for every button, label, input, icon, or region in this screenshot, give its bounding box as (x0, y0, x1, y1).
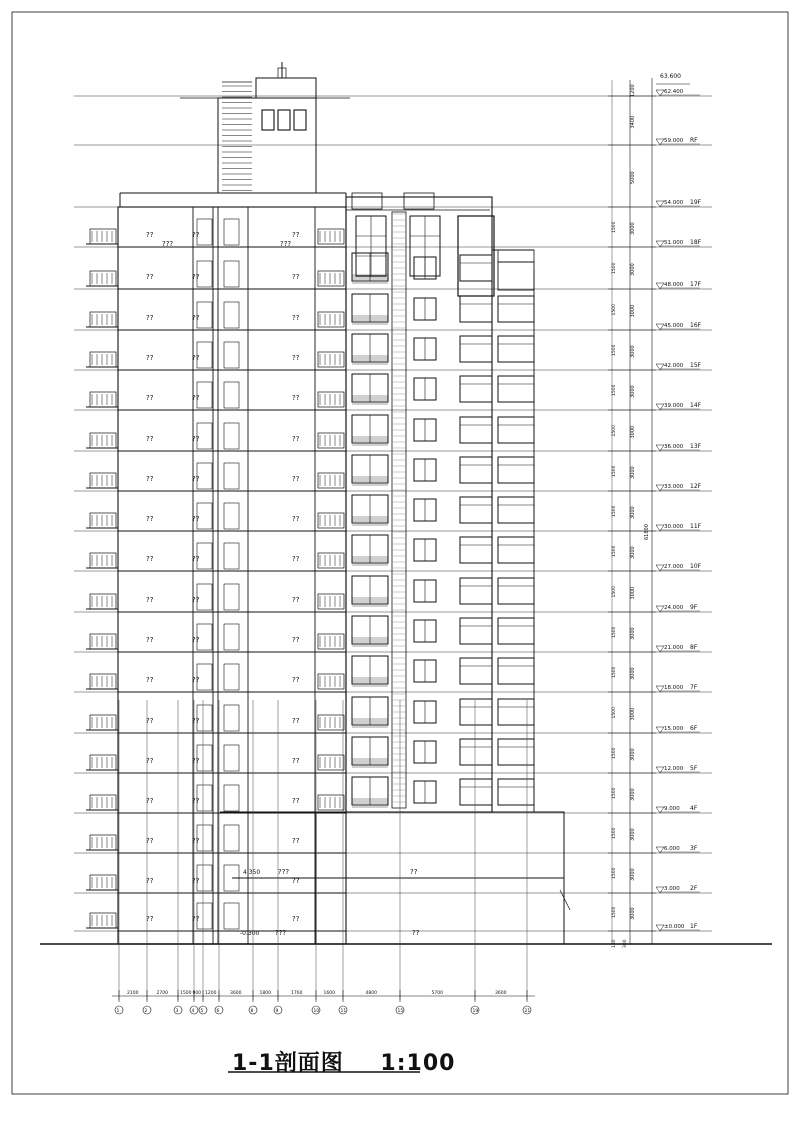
axis-dim: 3600 (495, 991, 507, 996)
story-dim: 3000 (630, 788, 636, 801)
room-mark: ?? (192, 676, 200, 684)
axis-label: 21 (524, 1009, 531, 1014)
axis-label: 19 (472, 1009, 479, 1014)
stair-tower (218, 98, 316, 193)
axis-label: 2 (144, 1009, 148, 1014)
level-elevation: 59.000 (664, 138, 684, 144)
story-dim: 3000 (630, 506, 636, 519)
floor-name: 8F (690, 644, 698, 651)
axis-label: 6 (216, 1009, 220, 1014)
window-dim: 1500 (612, 586, 617, 598)
story-dim: 3000 (630, 385, 636, 398)
floor-name: 17F (690, 281, 702, 288)
base-dim: 150 (612, 939, 617, 948)
roof-box (352, 193, 382, 209)
floor-name: 13F (690, 443, 702, 450)
bay-window-frame (460, 739, 492, 765)
room-mark: ?? (192, 435, 200, 443)
level-elevation: 12.000 (664, 766, 684, 772)
floor-name: 6F (690, 725, 698, 732)
floor-name: 18F (690, 239, 702, 246)
bay-window-frame (498, 376, 534, 402)
floor-name: 10F (690, 563, 702, 570)
roof-box (404, 193, 434, 209)
axis-dim: 1500 (180, 991, 192, 996)
room-mark: ?? (410, 868, 418, 876)
window-dim: 1500 (612, 262, 617, 274)
room-mark: ?? (292, 757, 300, 765)
room-mark: ?? (292, 676, 300, 684)
bay-window-frame (498, 739, 534, 765)
bay-window-frame (460, 376, 492, 402)
bay-window-frame (460, 618, 492, 644)
room-mark: ?? (292, 273, 300, 281)
room-mark: ?? (146, 717, 154, 725)
room-mark: ?? (412, 929, 420, 937)
door-leaf (224, 302, 239, 328)
room-mark: ?? (192, 877, 200, 885)
axis-label: 1 (116, 1009, 120, 1014)
room-mark: ?? (146, 757, 154, 765)
room-mark: ?? (192, 231, 200, 239)
total-dim: 61800 (644, 524, 650, 540)
bay-window (458, 216, 494, 296)
door-leaf (224, 261, 239, 287)
floor-name: 5F (690, 765, 698, 772)
tower-cap (256, 78, 316, 98)
drawing-caption (232, 1046, 455, 1077)
axis-dim: 1800 (259, 991, 271, 996)
story-dim: 3000 (630, 263, 636, 276)
door-leaf (224, 382, 239, 408)
story-dim: 3000 (630, 466, 636, 479)
floor-name: 15F (690, 362, 702, 369)
floor-name: 1F (690, 923, 698, 930)
floor-name: 9F (690, 604, 698, 611)
room-mark: ?? (146, 231, 154, 239)
door-leaf (224, 342, 239, 368)
bay-window-frame (460, 296, 492, 322)
room-mark: ?? (292, 314, 300, 322)
window-dim: 1500 (612, 425, 617, 437)
floor-name: 14F (690, 402, 702, 409)
bay-window-frame (460, 255, 492, 281)
door-leaf (224, 463, 239, 489)
room-mark: ?? (292, 354, 300, 362)
story-dim: 3000 (630, 868, 636, 881)
room-mark: ?? (192, 915, 200, 923)
room-mark: ?? (146, 837, 154, 845)
door-leaf (224, 745, 239, 771)
axis-dim: 4800 (365, 991, 377, 996)
level-elevation: 21.000 (664, 645, 684, 651)
room-mark: ?? (146, 636, 154, 644)
tower-window (294, 110, 306, 130)
door-leaf (224, 503, 239, 529)
room-mark: ??? (280, 240, 292, 248)
window-dim: 1500 (612, 787, 617, 799)
room-mark: ?? (292, 515, 300, 523)
door-leaf (224, 785, 239, 811)
story-dim: 3000 (630, 546, 636, 559)
room-mark: ?? (292, 797, 300, 805)
room-mark: ?? (192, 596, 200, 604)
floor-name: 11F (690, 523, 702, 530)
window-dim: 1500 (612, 465, 617, 477)
level-elevation: 24.000 (664, 605, 684, 611)
level-elevation: 51.000 (664, 240, 684, 246)
level-elevation: 39.000 (664, 403, 684, 409)
room-mark: ?? (146, 273, 154, 281)
window-dim: 1500 (612, 384, 617, 396)
bay-window-frame (498, 699, 534, 725)
room-mark: ??? (162, 240, 174, 248)
axis-label: 4 (191, 1009, 195, 1014)
level-elevation: 54.000 (664, 200, 684, 206)
bay-window-frame (460, 658, 492, 684)
story-dim: 3000 (630, 627, 636, 640)
level-elevation: 33.000 (664, 484, 684, 490)
floor-name: 16F (690, 322, 702, 329)
bay-window-frame (460, 417, 492, 443)
bay-window-frame (498, 537, 534, 563)
room-mark: ?? (146, 555, 154, 563)
room-mark: ?? (146, 797, 154, 805)
level-elevation: 9.000 (664, 806, 680, 812)
bay-window-frame (460, 457, 492, 483)
room-mark: ?? (146, 314, 154, 322)
room-mark: ?? (292, 717, 300, 725)
level-mark: 4.350 (243, 869, 261, 876)
door-leaf (224, 825, 239, 851)
service-shaft (392, 212, 406, 808)
room-mark: ?? (292, 435, 300, 443)
room-mark: ?? (192, 475, 200, 483)
floor-name: 2F (690, 885, 698, 892)
story-dim: 3000 (630, 425, 636, 439)
axis-label: 3 (175, 1009, 179, 1014)
level-elevation: 48.000 (664, 282, 684, 288)
level-elevation: 3.000 (664, 886, 680, 892)
axis-label: 11 (340, 1009, 347, 1014)
room-mark: ?? (192, 354, 200, 362)
axis-label: 15 (397, 1009, 404, 1014)
bay-window-frame (498, 262, 534, 290)
room-mark: ?? (192, 273, 200, 281)
axis-dim: 1760 (291, 991, 303, 996)
drawing-title: 1-1剖面图 (232, 1051, 344, 1076)
room-mark: ?? (192, 797, 200, 805)
window-dim: 1500 (612, 747, 617, 759)
room-mark: ??? (278, 868, 290, 876)
room-mark: ?? (292, 555, 300, 563)
window-dim: 1500 (612, 827, 617, 839)
level-elevation: 45.000 (664, 323, 684, 329)
level-mark: -0.300 (240, 930, 260, 937)
floor-name: RF (690, 137, 698, 144)
room-mark: ?? (192, 394, 200, 402)
window-dim: 1500 (612, 867, 617, 879)
axis-dim: 1600 (323, 991, 335, 996)
window-dim: 1500 (612, 666, 617, 678)
base-dim: 300 (623, 939, 628, 948)
story-dim: 3000 (630, 222, 636, 235)
door-leaf (224, 219, 239, 245)
room-mark: ?? (292, 915, 300, 923)
room-mark: ?? (146, 676, 154, 684)
story-dim: 3000 (630, 707, 636, 721)
room-mark: ?? (146, 435, 154, 443)
tower-window (278, 110, 290, 130)
floor-name: 4F (690, 805, 698, 812)
room-mark: ?? (192, 515, 200, 523)
door-leaf (224, 705, 239, 731)
floor-name: 7F (690, 684, 698, 691)
floor-name: 19F (690, 199, 702, 206)
bay-window-frame (498, 457, 534, 483)
room-mark: ?? (146, 354, 154, 362)
window-dim: 1500 (612, 626, 617, 638)
story-dim: 3000 (630, 345, 636, 358)
story-dim: 3000 (630, 828, 636, 841)
window-dim: 1500 (612, 906, 617, 918)
axis-label: 10 (313, 1009, 320, 1014)
level-elevation: 6.000 (664, 846, 680, 852)
door-leaf (224, 423, 239, 449)
axis-dim: 2700 (156, 991, 168, 996)
axis-dim: 1200 (205, 991, 217, 996)
axis-dim: 2100 (127, 991, 139, 996)
bay-window-frame (498, 578, 534, 604)
room-mark: ?? (146, 596, 154, 604)
window-dim: 1500 (612, 221, 617, 233)
story-dim: 1200 (630, 84, 636, 97)
axis-label: 8 (250, 1009, 254, 1014)
window-dim: 1500 (612, 707, 617, 719)
bay-window-frame (498, 417, 534, 443)
bay-window-frame (460, 699, 492, 725)
room-mark: ?? (146, 915, 154, 923)
level-elevation: 27.000 (664, 564, 684, 570)
room-mark: ?? (192, 636, 200, 644)
door-leaf (224, 664, 239, 690)
level-elevation: 15.000 (664, 726, 684, 732)
room-mark: ?? (292, 877, 300, 885)
room-mark: ?? (192, 717, 200, 725)
level-elevation: 42.000 (664, 363, 684, 369)
floor-name: 12F (690, 483, 702, 490)
level-elevation: ±0.000 (664, 924, 685, 930)
bay-window-frame (498, 336, 534, 362)
room-mark: ?? (292, 231, 300, 239)
window-dim: 1500 (612, 545, 617, 557)
axis-label: 5 (200, 1009, 204, 1014)
balcony-rail (498, 250, 534, 262)
window-dim: 1500 (612, 505, 617, 517)
room-mark: ?? (292, 636, 300, 644)
tower-window (262, 110, 274, 130)
bay-window-frame (460, 578, 492, 604)
axis-dim: 3600 (230, 991, 242, 996)
level-elevation: 62.400 (664, 89, 684, 95)
room-mark: ?? (146, 515, 154, 523)
room-mark: ?? (292, 475, 300, 483)
story-dim: 3000 (630, 907, 636, 920)
room-mark: ?? (192, 757, 200, 765)
room-mark: ?? (146, 394, 154, 402)
drawing-scale: 1:100 (380, 1051, 456, 1076)
story-dim: 3000 (630, 748, 636, 761)
bay-window-frame (498, 296, 534, 322)
level-elevation: 30.000 (664, 524, 684, 530)
room-mark: ?? (192, 314, 200, 322)
door-leaf (224, 543, 239, 569)
door-leaf (224, 903, 239, 929)
level-elevation: 36.000 (664, 444, 684, 450)
window-dim: 1500 (612, 304, 617, 316)
story-dim: 3000 (630, 667, 636, 680)
story-dim: 3000 (630, 586, 636, 600)
level-elevation: 18.000 (664, 685, 684, 691)
top-elevation: 63.600 (660, 73, 681, 80)
bay-window-frame (460, 779, 492, 805)
room-mark: ?? (292, 596, 300, 604)
door-leaf (224, 584, 239, 610)
room-mark: ?? (192, 555, 200, 563)
story-dim: 3000 (630, 304, 636, 318)
room-mark: ?? (292, 837, 300, 845)
bay-window-frame (498, 658, 534, 684)
window-dim: 1500 (612, 344, 617, 356)
room-mark: ?? (192, 837, 200, 845)
room-mark: ??? (275, 929, 287, 937)
bay-window-frame (498, 779, 534, 805)
axis-dim: 900 (192, 991, 202, 996)
room-mark: ?? (292, 394, 300, 402)
door-leaf (224, 624, 239, 650)
axis-label: 9 (275, 1009, 279, 1014)
story-dim: 5000 (630, 171, 636, 184)
story-dim: 3400 (630, 115, 636, 129)
bay-window-frame (498, 497, 534, 523)
room-mark: ?? (146, 877, 154, 885)
bay-window-frame (460, 336, 492, 362)
bay-window-frame (498, 618, 534, 644)
axis-dim: 5700 (431, 991, 443, 996)
room-mark: ?? (146, 475, 154, 483)
bay-window-frame (460, 497, 492, 523)
floor-name: 3F (690, 845, 698, 852)
bay-window-frame (460, 537, 492, 563)
